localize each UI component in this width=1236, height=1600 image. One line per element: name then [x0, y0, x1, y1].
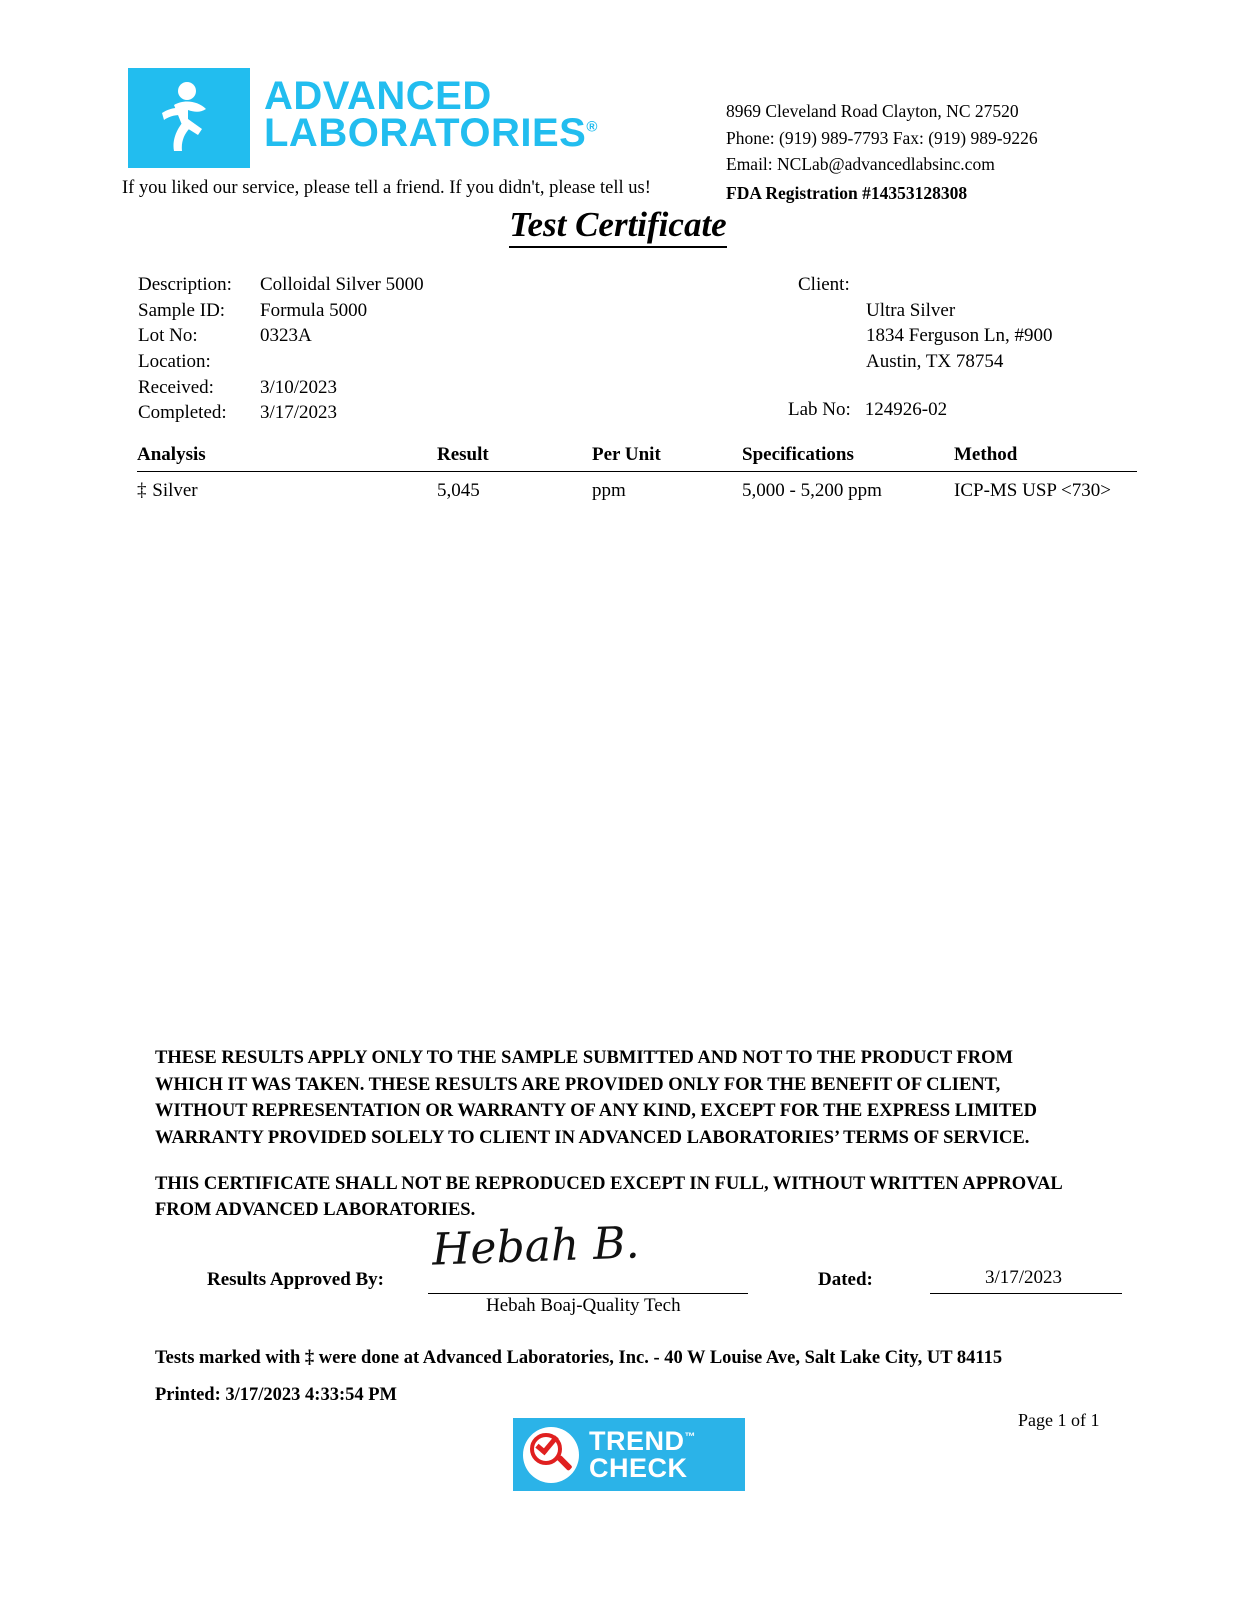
table-header-row	[137, 444, 1137, 472]
dated-value: 3/17/2023	[985, 1267, 1063, 1288]
cell-result: 5,045	[437, 480, 480, 501]
results-table	[137, 444, 1137, 502]
contact-block	[726, 98, 1038, 206]
column-header-specifications: Specifications	[742, 444, 954, 472]
trend-check-wordmark	[589, 1425, 696, 1483]
legal-disclaimer	[155, 1045, 1085, 1243]
dated-label: Dated:	[818, 1269, 873, 1290]
logo-wordmark	[264, 74, 598, 155]
cell-per-unit: ppm	[592, 480, 626, 501]
detail-label: Lot No:	[138, 325, 198, 347]
fda-registration: FDA Registration #14353128308	[726, 182, 968, 203]
runner-figure-icon	[128, 68, 250, 168]
results-approved-by-label: Results Approved By:	[207, 1269, 385, 1290]
sample-details	[138, 272, 424, 426]
trend-check-badge	[513, 1418, 745, 1491]
trend-check-line-2: CHECK	[589, 1452, 688, 1483]
client-block	[798, 272, 1052, 375]
detail-label: Sample ID:	[138, 299, 226, 321]
detail-row-completed	[138, 400, 424, 426]
company-logo	[128, 68, 598, 168]
tagline: If you liked our service, please tell a friend. If you didn't, please tell us!	[122, 178, 651, 198]
column-header-method: Method	[954, 444, 1137, 472]
contact-phone-fax: Phone: (919) 989-7793 Fax: (919) 989-9226	[726, 127, 1038, 148]
logo-line-1: ADVANCED	[264, 74, 492, 118]
cell-analysis	[137, 472, 437, 503]
footnote-marker-icon: ‡	[137, 480, 148, 501]
detail-value: Colloidal Silver 5000	[260, 274, 424, 295]
detail-value: 3/10/2023	[260, 376, 338, 398]
printed-timestamp: Printed: 3/17/2023 4:33:54 PM	[155, 1385, 397, 1405]
client-address-line-1: 1834 Ferguson Ln, #900	[866, 325, 1053, 347]
legal-paragraph-1: THESE RESULTS APPLY ONLY TO THE SAMPLE SUBMITTED AND NOT TO THE PRODUCT FROM WHICH IT WAS TAKEN. THESE RESULTS ARE PROVIDED ONLY FOR THE BENEFIT OF CLIENT, WITHOUT REPRESENTATION OR WARRANTY OF ANY KIND, EXCEPT FOR THE EXPRESS LIMITED WARRANTY PROVIDED SOLELY TO CLIENT IN ADVANCED LABORATORIES’ TERMS OF SERVICE.	[155, 1048, 1037, 1148]
lab-number-value: 124926-02	[864, 399, 948, 420]
signature-image: Hebah B.	[431, 1217, 641, 1276]
table-row	[137, 472, 1137, 503]
footnote-text: Tests marked with ‡ were done at Advanced Laboratories, Inc. - 40 W Louise Ave, Salt Lake City, UT 84115	[155, 1348, 1003, 1368]
analysis-name: Silver	[152, 480, 198, 501]
dated-line	[930, 1293, 1122, 1294]
column-header-result: Result	[437, 444, 592, 472]
registered-mark-icon: ®	[586, 118, 598, 136]
legal-paragraph-2: THIS CERTIFICATE SHALL NOT BE REPRODUCED EXCEPT IN FULL, WITHOUT WRITTEN APPROVAL FROM ADVANCED LABORATORIES.	[155, 1173, 1062, 1221]
detail-value: 3/17/2023	[260, 402, 338, 424]
detail-label: Completed:	[138, 402, 227, 424]
detail-label: Description:	[138, 274, 232, 295]
cell-specifications: 5,000 - 5,200 ppm	[742, 480, 882, 501]
signatory-name: Hebah Boaj-Quality Tech	[486, 1295, 681, 1316]
detail-row-received	[138, 375, 424, 401]
client-address-line-2: Austin, TX 78754	[866, 350, 1004, 372]
logo-line-2: LABORATORIES	[264, 110, 587, 155]
page-number: Page 1 of 1	[1018, 1410, 1100, 1430]
client-label: Client:	[798, 274, 850, 295]
trademark-icon: ™	[684, 1430, 696, 1443]
contact-email: Email: NCLab@advancedlabsinc.com	[726, 154, 995, 175]
page-title-text: Test Certificate	[509, 205, 726, 248]
detail-row-sample-id	[138, 298, 424, 324]
detail-row-lot-no	[138, 323, 424, 349]
detail-value: 0323A	[260, 325, 312, 347]
cell-method: ICP-MS USP <730>	[954, 480, 1111, 501]
detail-row-description	[138, 272, 424, 298]
client-name: Ultra Silver	[866, 299, 956, 321]
document-header	[0, 68, 1236, 203]
contact-address: 8969 Cleveland Road Clayton, NC 27520	[726, 101, 1019, 121]
check-magnifier-icon	[523, 1427, 579, 1483]
detail-row-location	[138, 349, 424, 375]
column-header-per-unit: Per Unit	[592, 444, 742, 472]
detail-label: Location:	[138, 350, 211, 372]
signature-area	[0, 1215, 1236, 1325]
detail-value: Formula 5000	[260, 299, 368, 321]
lab-number-label: Lab No:	[788, 399, 851, 420]
page-title	[0, 205, 1236, 245]
signature-line	[428, 1293, 748, 1294]
column-header-analysis: Analysis	[137, 444, 437, 472]
lab-number	[788, 399, 947, 421]
trend-check-line-1: TREND	[589, 1425, 685, 1456]
detail-label: Received:	[138, 376, 214, 398]
